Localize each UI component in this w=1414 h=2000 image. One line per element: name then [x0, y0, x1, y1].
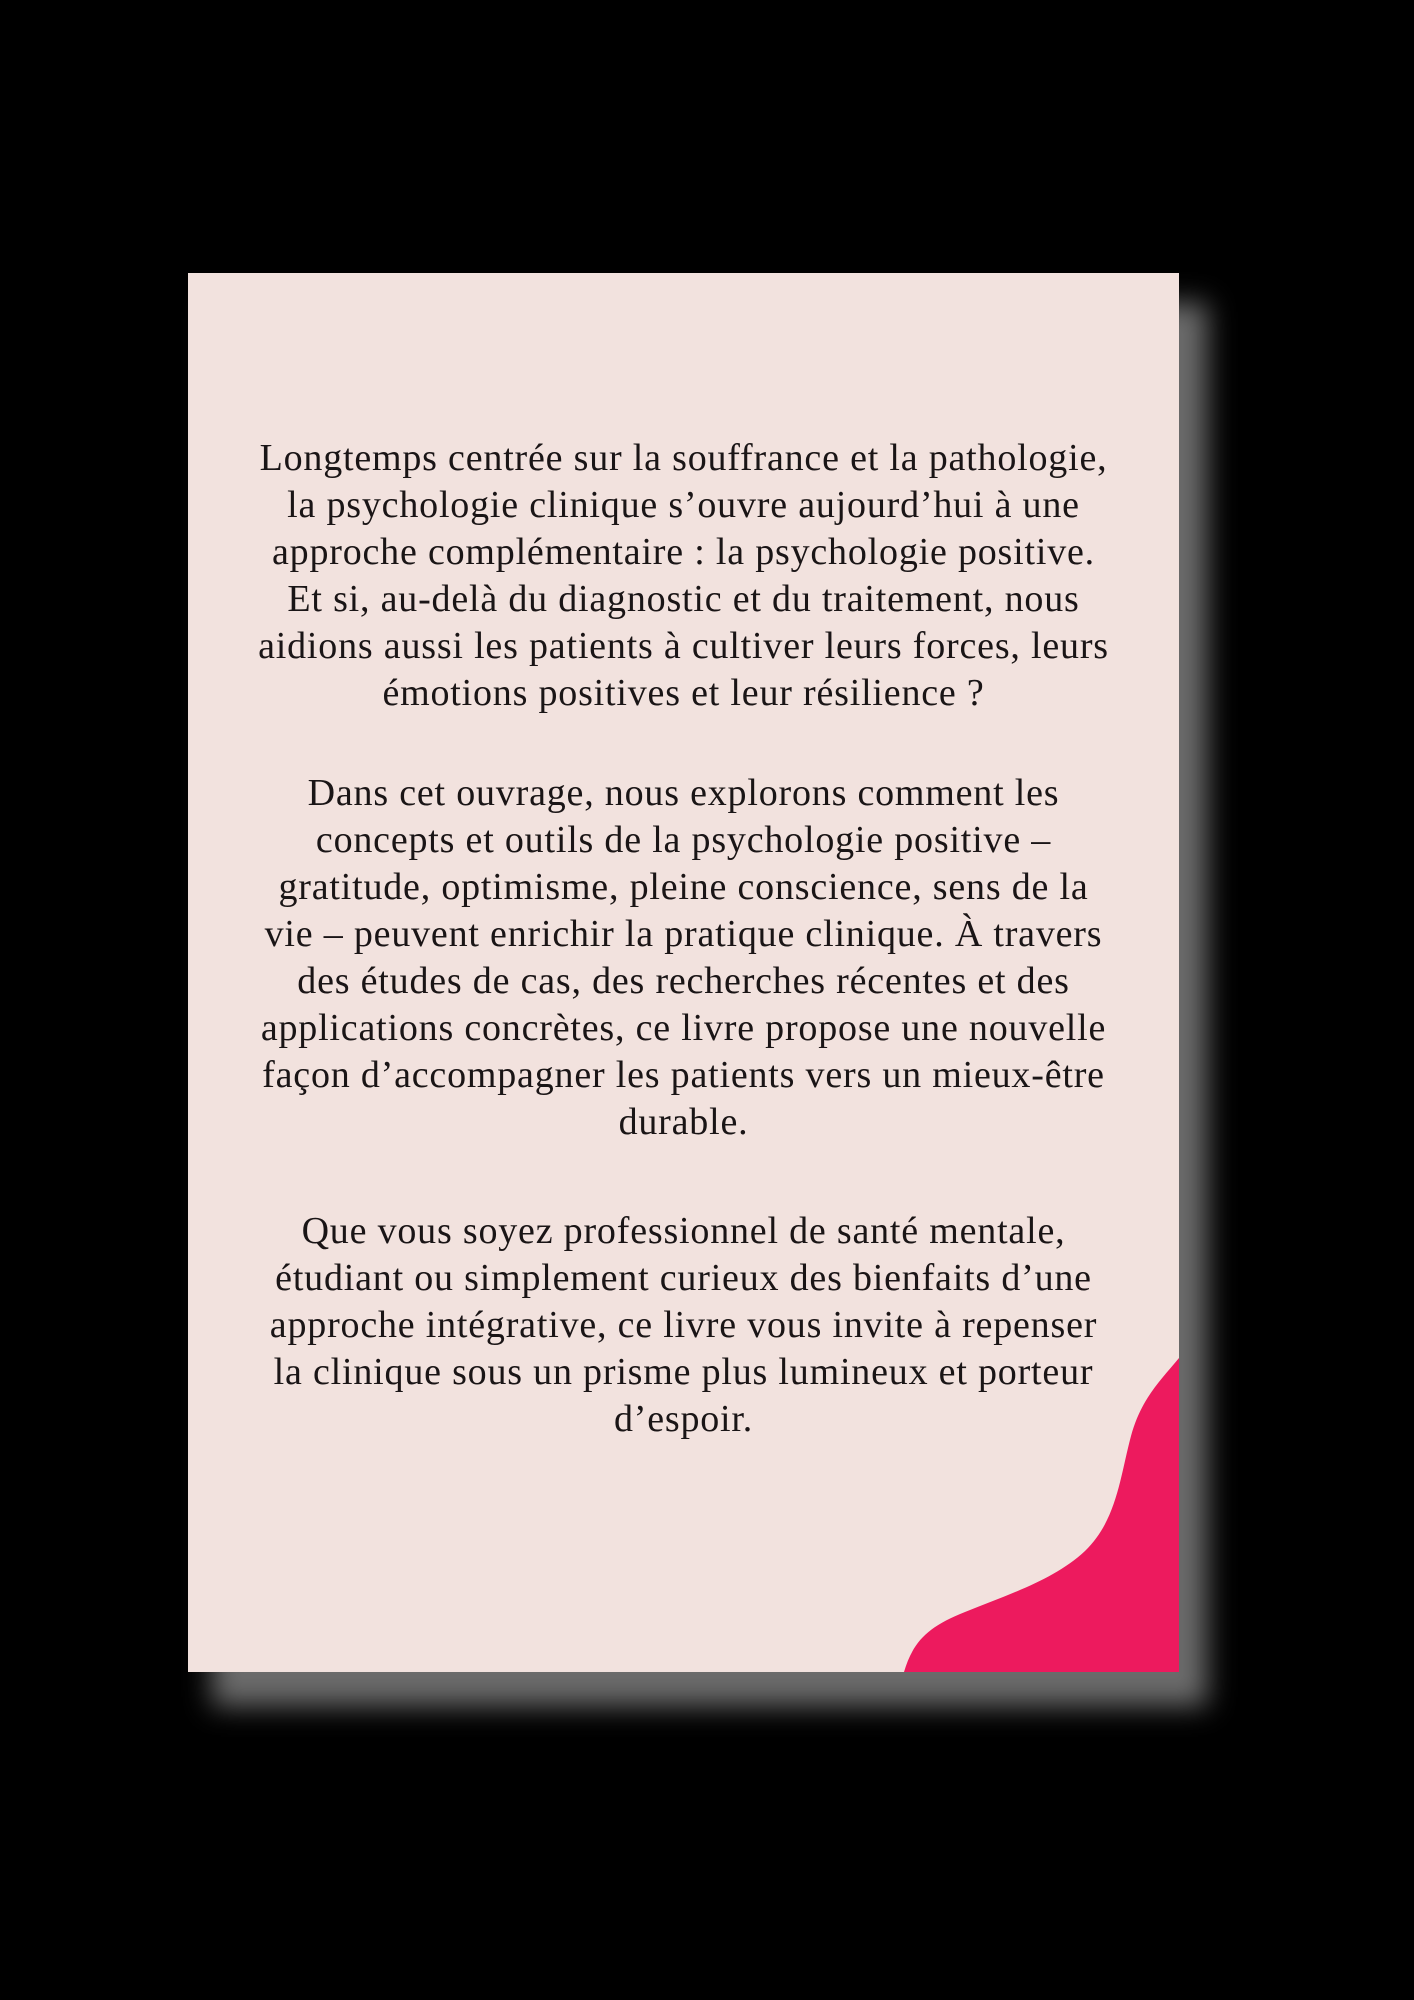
text-line: aidions aussi les patients à cultiver leurs forces, leurs [258, 625, 1109, 667]
back-cover-paragraph-2 [248, 770, 1119, 1146]
book-back-cover [188, 273, 1179, 1672]
back-cover-text [248, 435, 1119, 1443]
text-line: Dans cet ouvrage, nous explorons comment les [307, 772, 1060, 814]
text-line: concepts et outils de la psychologie positive – [315, 819, 1052, 861]
text-line: gratitude, optimisme, pleine conscience, sens de la [278, 866, 1089, 908]
text-line: Que vous soyez professionnel de santé mentale, [301, 1210, 1066, 1252]
text-line: d’espoir. [613, 1398, 754, 1440]
text-line: émotions positives et leur résilience ? [382, 672, 985, 714]
text-line: la psychologie clinique s’ouvre aujourd’hui à une [287, 484, 1080, 526]
text-line: vie – peuvent enrichir la pratique clinique. À travers [264, 913, 1103, 955]
text-line: des études de cas, des recherches récentes et des [297, 960, 1070, 1002]
back-cover-paragraph-3 [248, 1208, 1119, 1443]
text-line: la clinique sous un prisme plus lumineux et porteur [273, 1351, 1094, 1393]
text-line: applications concrètes, ce livre propose une nouvelle [260, 1007, 1107, 1049]
text-line: Longtemps centrée sur la souffrance et la pathologie, [259, 437, 1108, 479]
text-line: Et si, au-delà du diagnostic et du traitement, nous [287, 578, 1080, 620]
back-cover-paragraph-1 [248, 435, 1119, 717]
text-line: approche intégrative, ce livre vous invite à repenser [269, 1304, 1098, 1346]
text-line: durable. [618, 1101, 749, 1143]
text-line: approche complémentaire : la psychologie positive. [272, 531, 1095, 573]
text-line: façon d’accompagner les patients vers un mieux-être [262, 1054, 1105, 1096]
text-line: étudiant ou simplement curieux des bienfaits d’une [275, 1257, 1092, 1299]
